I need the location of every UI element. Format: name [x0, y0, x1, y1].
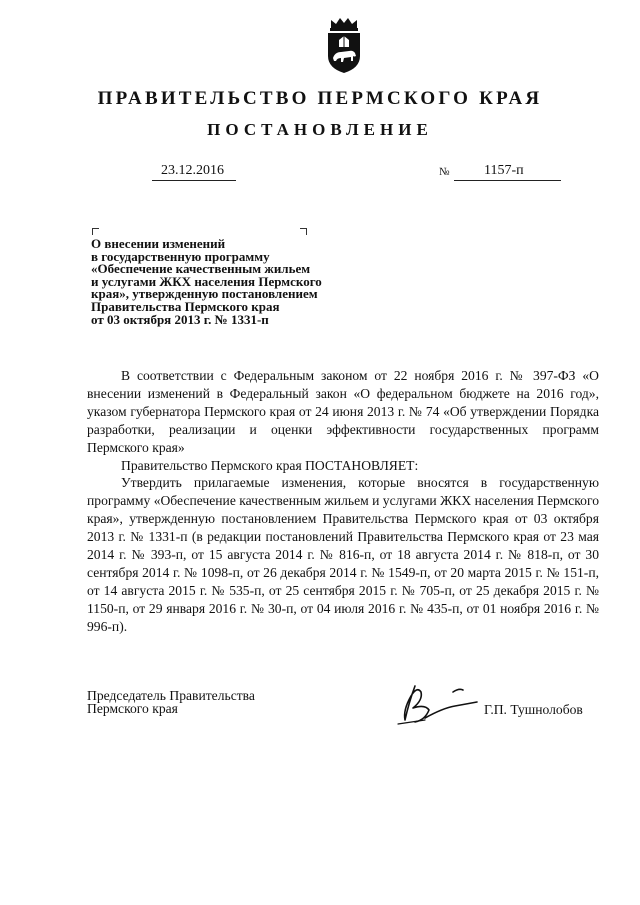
- document-subject: [91, 238, 391, 326]
- coat-of-arms-icon: [322, 16, 366, 74]
- signatory-title-line: Председатель Правительства: [87, 688, 255, 703]
- subject-corner-mark-left: [92, 228, 99, 235]
- document-date: 23.12.2016: [161, 163, 224, 178]
- subject-line: «Обеспечение качественным жильем: [91, 261, 311, 277]
- signatory-title-line: Пермского края: [87, 701, 178, 716]
- signatory-title: [87, 689, 255, 715]
- subject-corner-mark-right: [300, 228, 307, 235]
- subject-line: края», утвержденную постановлением: [91, 286, 318, 302]
- body-paragraph-decision: Утвердить прилагаемые изменения, которые вносятся в государственную программу «Обеспечение качественным жильем и услугами ЖКХ населения Пермского края», утвержденную постановлением Правительства Пермского края от 03 октября 2013 г. № 1331-п (в редакции постановлений Правительства Пермского края от 23 мая 2014 г. № 393-п, от 15 августа 2014 г. № 816-п, от 18 августа 2014 г. № 818-п, от 30 сентября 2014 г. № 1098-п, от 26 декабря 2014 г. № 1549-п, от 20 марта 2015 г. № 151-п, от 14 августа 2015 г. № 535-п, от 25 сентября 2015 г. № 705-п, от 25 декабря 2015 г. № 1150-п, от 29 января 2016 г. № 30-п, от 04 июля 2016 г. № 435-п, от 01 ноября 2016 г. № 996-п).: [87, 475, 599, 634]
- subject-line: и услугами ЖКХ населения Пермского: [91, 273, 322, 289]
- subject-line: Правительства Пермского края: [91, 298, 280, 314]
- number-underline: [454, 180, 561, 181]
- number-sign: №: [439, 166, 450, 178]
- body-paragraph-preamble: В соответствии с Федеральным законом от 22 ноября 2016 г. № 397-ФЗ «О внесении изменений в Федеральный закон «О федеральном бюджете на 2016 год», указом губернатора Пермского края от 24 июня 2013 г. № 74 «Об утверждении Порядка разработки, реализации и оценки эффективности государственных программ Пермского края»: [87, 368, 599, 455]
- date-underline: [152, 180, 236, 181]
- document-number: 1157-п: [484, 163, 524, 178]
- signatory-name: Г.П. Тушнолобов: [484, 702, 583, 717]
- subject-line: в государственную программу: [91, 248, 270, 264]
- document-body: [87, 367, 599, 636]
- subject-line: от 03 октября 2013 г. № 1331-п: [91, 311, 269, 327]
- document-type-title: ПОСТАНОВЛЕНИЕ: [207, 120, 433, 139]
- subject-line: О внесении изменений: [91, 236, 226, 251]
- organization-title: ПРАВИТЕЛЬСТВО ПЕРМСКОГО КРАЯ: [97, 88, 543, 109]
- body-paragraph-resolves: Правительство Пермского края ПОСТАНОВЛЯЕТ:: [121, 457, 419, 473]
